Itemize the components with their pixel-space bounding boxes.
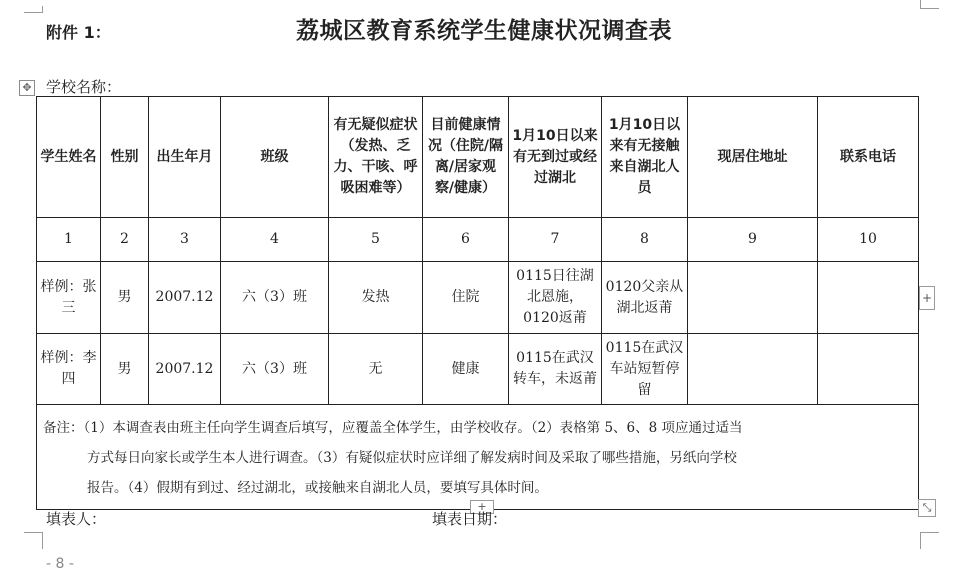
column-number[interactable]: 1 — [37, 218, 101, 262]
header-address[interactable]: 现居住地址 — [688, 97, 818, 218]
note-line-3: 报告。（4）假期有到过、经过湖北，或接触来自湖北人员，要填写具体时间。 — [87, 480, 548, 496]
cell-class[interactable]: 六（3）班 — [221, 334, 329, 405]
header-birth[interactable]: 出生年月 — [149, 97, 221, 218]
filler-label: 填表人： — [46, 510, 107, 528]
page-corner-mark-top-right — [920, 0, 939, 9]
cell-gender[interactable]: 男 — [101, 334, 149, 405]
header-gender[interactable]: 性别 — [101, 97, 149, 218]
fill-date-label: 填表日期： — [432, 510, 508, 528]
cell-name[interactable]: 样例：李四 — [37, 334, 101, 405]
page-number: - 8 - — [46, 556, 74, 572]
column-number[interactable]: 9 — [688, 218, 818, 262]
cell-hubei-travel[interactable]: 0115日往湖北恩施，0120返莆 — [509, 262, 602, 334]
add-column-icon[interactable]: + — [919, 286, 935, 310]
cell-hubei-contact[interactable]: 0120父亲从湖北返莆 — [602, 262, 688, 334]
page-corner-mark-top-left — [24, 6, 43, 13]
header-phone[interactable]: 联系电话 — [818, 97, 919, 218]
cell-phone[interactable] — [818, 262, 919, 334]
column-number-row — [37, 218, 919, 262]
attachment-label: 附件 1： — [46, 23, 111, 42]
column-number[interactable]: 10 — [818, 218, 919, 262]
note-row — [37, 405, 919, 510]
table-resize-icon[interactable]: ⤡ — [918, 499, 936, 517]
cell-symptoms[interactable]: 无 — [329, 334, 423, 405]
column-number[interactable]: 8 — [602, 218, 688, 262]
cell-birth[interactable]: 2007.12 — [149, 334, 221, 405]
cell-health[interactable]: 住院 — [423, 262, 509, 334]
cell-address[interactable] — [688, 334, 818, 405]
table-move-handle-icon[interactable]: ✥ — [19, 80, 35, 96]
note-line-1: （1）本调查表由班主任向学生调查后填写，应覆盖全体学生，由学校收存。（2）表格第 5、6、8 项应通过适当 — [83, 420, 743, 436]
header-hubei-travel[interactable]: 1月10日以来有无到过或经过湖北 — [509, 97, 602, 218]
column-number[interactable]: 2 — [101, 218, 149, 262]
cell-gender[interactable]: 男 — [101, 262, 149, 334]
page-corner-mark-bottom-right — [920, 532, 939, 549]
note-line-2: 方式每日向家长或学生本人进行调查。（3）有疑似症状时应详细了解发病时间及采取了哪些措施，另纸向学校 — [87, 450, 737, 466]
cell-address[interactable] — [688, 262, 818, 334]
header-symptoms[interactable]: 有无疑似症状（发热、乏力、干咳、呼吸困难等） — [329, 97, 423, 218]
note-cell[interactable] — [37, 405, 919, 510]
header-hubei-contact[interactable]: 1月10日以来有无接触来自湖北人员 — [602, 97, 688, 218]
cell-hubei-contact[interactable]: 0115在武汉车站短暂停留 — [602, 334, 688, 405]
note-label: 备注： — [43, 420, 84, 436]
cell-name[interactable]: 样例：张三 — [37, 262, 101, 334]
health-survey-table — [36, 96, 919, 510]
page-corner-mark-bottom-left — [24, 532, 43, 549]
column-number[interactable]: 6 — [423, 218, 509, 262]
school-name-label: 学校名称： — [46, 78, 122, 96]
header-row — [37, 97, 919, 218]
column-number[interactable]: 3 — [149, 218, 221, 262]
table-row — [37, 262, 919, 334]
cell-health[interactable]: 健康 — [423, 334, 509, 405]
cell-symptoms[interactable]: 发热 — [329, 262, 423, 334]
cell-birth[interactable]: 2007.12 — [149, 262, 221, 334]
cell-phone[interactable] — [818, 334, 919, 405]
header-class[interactable]: 班级 — [221, 97, 329, 218]
column-number[interactable]: 7 — [509, 218, 602, 262]
table-row — [37, 334, 919, 405]
cell-class[interactable]: 六（3）班 — [221, 262, 329, 334]
column-number[interactable]: 4 — [221, 218, 329, 262]
header-health-status[interactable]: 目前健康情况（住院/隔离/居家观察/健康） — [423, 97, 509, 218]
document-title: 荔城区教育系统学生健康状况调查表 — [296, 18, 672, 44]
cell-hubei-travel[interactable]: 0115在武汉转车，未返莆 — [509, 334, 602, 405]
header-student-name[interactable]: 学生姓名 — [37, 97, 101, 218]
add-row-icon[interactable]: + — [470, 500, 494, 514]
column-number[interactable]: 5 — [329, 218, 423, 262]
